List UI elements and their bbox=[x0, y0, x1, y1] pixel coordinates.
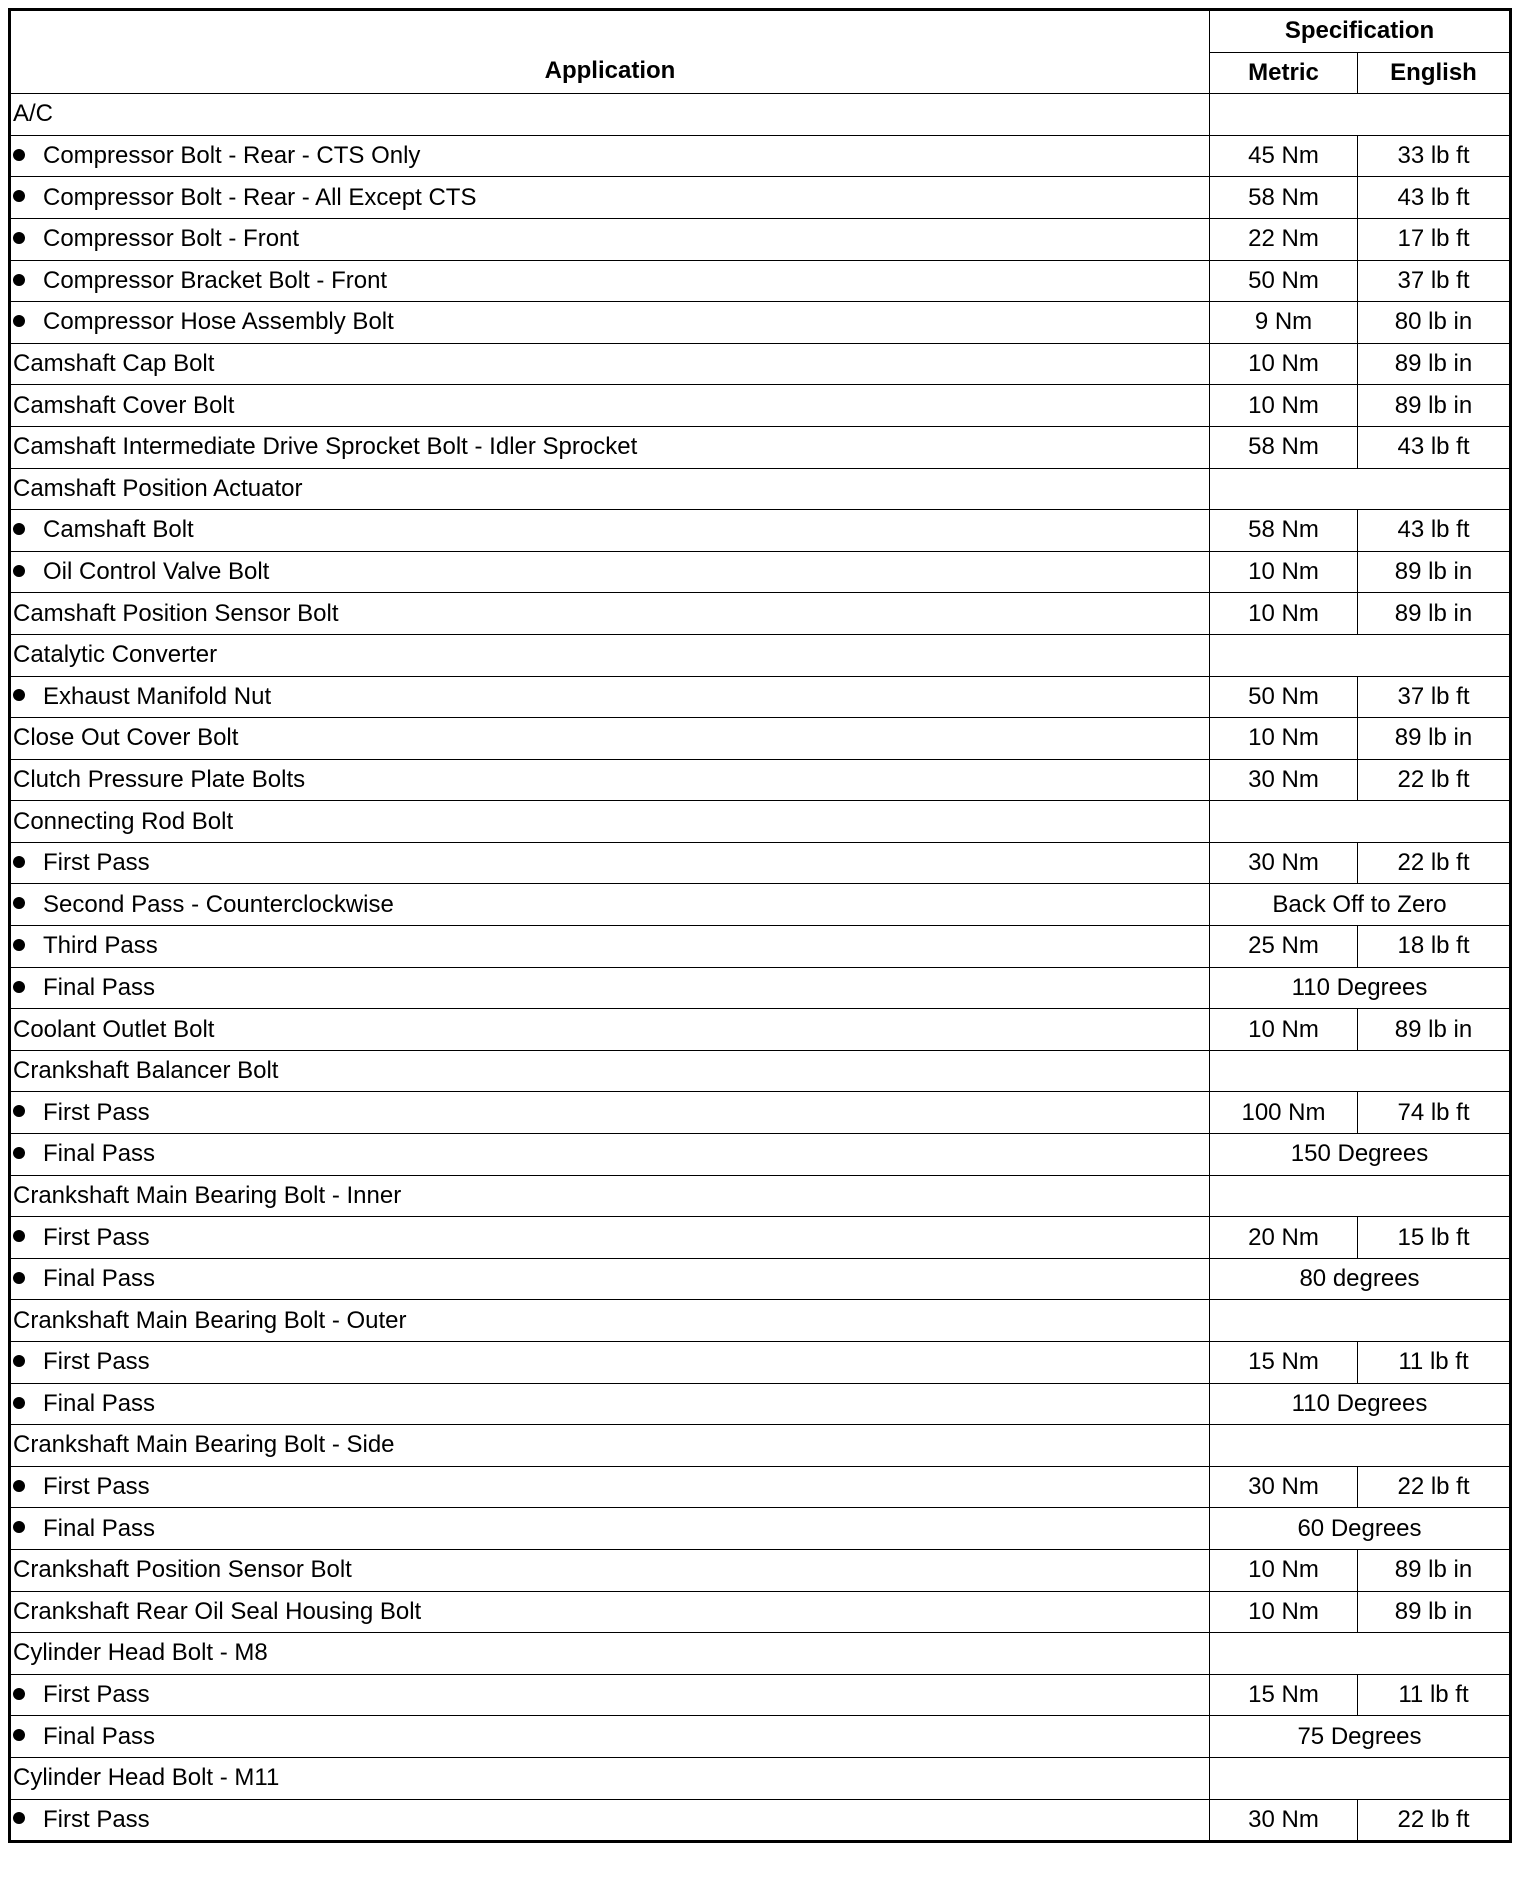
metric-value: 10 Nm bbox=[1210, 1009, 1358, 1051]
application-cell bbox=[10, 884, 1210, 926]
english-value: 80 lb in bbox=[1358, 302, 1511, 344]
category-label: Cylinder Head Bolt - M8 bbox=[10, 1633, 1210, 1675]
category-row bbox=[10, 1050, 1511, 1092]
bullet-icon bbox=[13, 856, 25, 868]
application-label: Second Pass - Counterclockwise bbox=[43, 890, 394, 918]
table-row bbox=[10, 926, 1511, 968]
table-row bbox=[10, 1383, 1511, 1425]
category-row bbox=[10, 1633, 1511, 1675]
application-label: Crankshaft Rear Oil Seal Housing Bolt bbox=[13, 1597, 422, 1625]
table-row bbox=[10, 1674, 1511, 1716]
bullet-icon bbox=[13, 1480, 25, 1492]
category-spacer bbox=[1210, 1175, 1511, 1217]
category-row bbox=[10, 1175, 1511, 1217]
english-value: 89 lb in bbox=[1358, 718, 1511, 760]
english-value: 22 lb ft bbox=[1358, 759, 1511, 801]
metric-value: 15 Nm bbox=[1210, 1342, 1358, 1384]
metric-value: 100 Nm bbox=[1210, 1092, 1358, 1134]
application-cell bbox=[10, 1508, 1210, 1550]
category-spacer bbox=[1210, 1300, 1511, 1342]
english-value: 43 lb ft bbox=[1358, 510, 1511, 552]
metric-value: 10 Nm bbox=[1210, 385, 1358, 427]
application-label: First Pass bbox=[43, 1098, 150, 1126]
metric-value: 10 Nm bbox=[1210, 1549, 1358, 1591]
table-row bbox=[10, 135, 1511, 177]
application-label: Final Pass bbox=[43, 1514, 156, 1542]
category-label: Crankshaft Balancer Bolt bbox=[10, 1050, 1210, 1092]
bullet-icon bbox=[13, 149, 25, 161]
specification-header: Specification bbox=[1210, 10, 1511, 53]
english-value: 74 lb ft bbox=[1358, 1092, 1511, 1134]
english-value: 89 lb in bbox=[1358, 593, 1511, 635]
table-row bbox=[10, 1549, 1511, 1591]
bullet-icon bbox=[13, 274, 25, 286]
application-label: Final Pass bbox=[43, 1389, 156, 1417]
bullet-icon bbox=[13, 315, 25, 327]
english-value: 37 lb ft bbox=[1358, 260, 1511, 302]
metric-value: 30 Nm bbox=[1210, 842, 1358, 884]
application-cell bbox=[10, 426, 1210, 468]
table-row bbox=[10, 426, 1511, 468]
metric-value: 30 Nm bbox=[1210, 759, 1358, 801]
metric-value: 25 Nm bbox=[1210, 926, 1358, 968]
application-cell bbox=[10, 1217, 1210, 1259]
english-value: 89 lb in bbox=[1358, 385, 1511, 427]
table-row bbox=[10, 1716, 1511, 1758]
table-row bbox=[10, 1342, 1511, 1384]
bullet-icon bbox=[13, 523, 25, 535]
english-value: 15 lb ft bbox=[1358, 1217, 1511, 1259]
application-cell bbox=[10, 510, 1210, 552]
application-cell bbox=[10, 1466, 1210, 1508]
table-row bbox=[10, 1799, 1511, 1842]
application-label: First Pass bbox=[43, 1223, 150, 1251]
english-value: 89 lb in bbox=[1358, 1591, 1511, 1633]
table-row bbox=[10, 1591, 1511, 1633]
application-cell bbox=[10, 135, 1210, 177]
application-cell bbox=[10, 926, 1210, 968]
application-label: Camshaft Position Sensor Bolt bbox=[13, 599, 339, 627]
category-spacer bbox=[1210, 94, 1511, 136]
category-label: A/C bbox=[10, 94, 1210, 136]
table-row bbox=[10, 177, 1511, 219]
bullet-icon bbox=[13, 981, 25, 993]
application-cell bbox=[10, 177, 1210, 219]
bullet-icon bbox=[13, 565, 25, 577]
metric-value: 10 Nm bbox=[1210, 718, 1358, 760]
application-cell bbox=[10, 1591, 1210, 1633]
application-label: Camshaft Cover Bolt bbox=[13, 391, 235, 419]
metric-value: 58 Nm bbox=[1210, 177, 1358, 219]
category-label: Crankshaft Main Bearing Bolt - Outer bbox=[10, 1300, 1210, 1342]
bullet-icon bbox=[13, 689, 25, 701]
category-label: Catalytic Converter bbox=[10, 634, 1210, 676]
application-cell bbox=[10, 1716, 1210, 1758]
table-row bbox=[10, 718, 1511, 760]
category-row bbox=[10, 801, 1511, 843]
header-row-top bbox=[10, 10, 1511, 53]
application-label: First Pass bbox=[43, 1473, 150, 1501]
application-cell bbox=[10, 1383, 1210, 1425]
application-cell bbox=[10, 593, 1210, 635]
table-row bbox=[10, 510, 1511, 552]
metric-value: 58 Nm bbox=[1210, 426, 1358, 468]
bullet-icon bbox=[13, 1147, 25, 1159]
metric-value: 30 Nm bbox=[1210, 1466, 1358, 1508]
table-row bbox=[10, 1009, 1511, 1051]
application-label: First Pass bbox=[43, 1805, 150, 1833]
application-label: Final Pass bbox=[43, 973, 156, 1001]
torque-spec-table bbox=[8, 8, 1512, 1843]
category-spacer bbox=[1210, 468, 1511, 510]
spec-value-cell: 150 Degrees bbox=[1210, 1134, 1511, 1176]
application-cell bbox=[10, 967, 1210, 1009]
application-label: First Pass bbox=[43, 1348, 150, 1376]
application-cell bbox=[10, 1134, 1210, 1176]
application-label: Oil Control Valve Bolt bbox=[43, 558, 270, 586]
category-row bbox=[10, 1425, 1511, 1467]
metric-header: Metric bbox=[1210, 52, 1358, 94]
table-body bbox=[10, 94, 1511, 1842]
table-row bbox=[10, 302, 1511, 344]
application-label: Final Pass bbox=[43, 1722, 156, 1750]
category-label: Cylinder Head Bolt - M11 bbox=[10, 1757, 1210, 1799]
english-value: 37 lb ft bbox=[1358, 676, 1511, 718]
table-row bbox=[10, 1258, 1511, 1300]
bullet-icon bbox=[13, 1105, 25, 1117]
category-row bbox=[10, 1300, 1511, 1342]
category-spacer bbox=[1210, 1757, 1511, 1799]
table-row bbox=[10, 218, 1511, 260]
application-label: First Pass bbox=[43, 849, 150, 877]
application-label: Compressor Bracket Bolt - Front bbox=[43, 266, 388, 294]
application-label: Crankshaft Position Sensor Bolt bbox=[13, 1556, 352, 1584]
metric-value: 9 Nm bbox=[1210, 302, 1358, 344]
application-cell bbox=[10, 676, 1210, 718]
english-value: 33 lb ft bbox=[1358, 135, 1511, 177]
application-label: Final Pass bbox=[43, 1265, 156, 1293]
spec-value-cell: 80 degrees bbox=[1210, 1258, 1511, 1300]
application-label: Camshaft Intermediate Drive Sprocket Bolt - Idler Sprocket bbox=[13, 433, 638, 461]
application-cell bbox=[10, 759, 1210, 801]
application-cell bbox=[10, 385, 1210, 427]
metric-value: 10 Nm bbox=[1210, 1591, 1358, 1633]
application-label: Compressor Bolt - Front bbox=[43, 225, 300, 253]
bullet-icon bbox=[13, 1230, 25, 1242]
table-row bbox=[10, 884, 1511, 926]
category-row bbox=[10, 634, 1511, 676]
application-cell bbox=[10, 842, 1210, 884]
application-label: Close Out Cover Bolt bbox=[13, 724, 239, 752]
application-label: Compressor Hose Assembly Bolt bbox=[43, 308, 394, 336]
category-label: Camshaft Position Actuator bbox=[10, 468, 1210, 510]
metric-value: 58 Nm bbox=[1210, 510, 1358, 552]
table-row bbox=[10, 1508, 1511, 1550]
application-header: Application bbox=[10, 10, 1210, 94]
bullet-icon bbox=[13, 897, 25, 909]
table-row bbox=[10, 1092, 1511, 1134]
spec-value-cell: Back Off to Zero bbox=[1210, 884, 1511, 926]
spec-value-cell: 75 Degrees bbox=[1210, 1716, 1511, 1758]
table-row bbox=[10, 676, 1511, 718]
application-cell bbox=[10, 218, 1210, 260]
english-value: 18 lb ft bbox=[1358, 926, 1511, 968]
english-value: 22 lb ft bbox=[1358, 1799, 1511, 1842]
bullet-icon bbox=[13, 232, 25, 244]
application-label: Exhaust Manifold Nut bbox=[43, 682, 272, 710]
bullet-icon bbox=[13, 1397, 25, 1409]
application-label: First Pass bbox=[43, 1681, 150, 1709]
category-row bbox=[10, 1757, 1511, 1799]
category-spacer bbox=[1210, 1633, 1511, 1675]
category-spacer bbox=[1210, 634, 1511, 676]
metric-value: 45 Nm bbox=[1210, 135, 1358, 177]
table-row bbox=[10, 1134, 1511, 1176]
bullet-icon bbox=[13, 190, 25, 202]
application-cell bbox=[10, 551, 1210, 593]
metric-value: 20 Nm bbox=[1210, 1217, 1358, 1259]
application-label: Camshaft Bolt bbox=[43, 516, 194, 544]
category-row bbox=[10, 94, 1511, 136]
metric-value: 30 Nm bbox=[1210, 1799, 1358, 1842]
category-spacer bbox=[1210, 801, 1511, 843]
category-row bbox=[10, 468, 1511, 510]
application-cell bbox=[10, 1258, 1210, 1300]
spec-value-cell: 110 Degrees bbox=[1210, 967, 1511, 1009]
table-row bbox=[10, 260, 1511, 302]
english-value: 89 lb in bbox=[1358, 1009, 1511, 1051]
application-cell bbox=[10, 1092, 1210, 1134]
english-value: 11 lb ft bbox=[1358, 1342, 1511, 1384]
category-spacer bbox=[1210, 1050, 1511, 1092]
metric-value: 10 Nm bbox=[1210, 593, 1358, 635]
metric-value: 22 Nm bbox=[1210, 218, 1358, 260]
table-row bbox=[10, 759, 1511, 801]
application-label: Third Pass bbox=[43, 932, 158, 960]
bullet-icon bbox=[13, 939, 25, 951]
english-value: 11 lb ft bbox=[1358, 1674, 1511, 1716]
bullet-icon bbox=[13, 1521, 25, 1533]
metric-value: 10 Nm bbox=[1210, 343, 1358, 385]
english-value: 22 lb ft bbox=[1358, 1466, 1511, 1508]
english-value: 17 lb ft bbox=[1358, 218, 1511, 260]
category-label: Connecting Rod Bolt bbox=[10, 801, 1210, 843]
application-label: Final Pass bbox=[43, 1140, 156, 1168]
spec-value-cell: 110 Degrees bbox=[1210, 1383, 1511, 1425]
application-label: Compressor Bolt - Rear - All Except CTS bbox=[43, 183, 477, 211]
application-cell bbox=[10, 1342, 1210, 1384]
bullet-icon bbox=[13, 1272, 25, 1284]
application-cell bbox=[10, 1799, 1210, 1842]
application-cell bbox=[10, 260, 1210, 302]
table-row bbox=[10, 967, 1511, 1009]
english-value: 89 lb in bbox=[1358, 1549, 1511, 1591]
application-cell bbox=[10, 1009, 1210, 1051]
metric-value: 15 Nm bbox=[1210, 1674, 1358, 1716]
bullet-icon bbox=[13, 1355, 25, 1367]
bullet-icon bbox=[13, 1688, 25, 1700]
english-value: 22 lb ft bbox=[1358, 842, 1511, 884]
table-row bbox=[10, 385, 1511, 427]
english-value: 43 lb ft bbox=[1358, 177, 1511, 219]
metric-value: 10 Nm bbox=[1210, 551, 1358, 593]
english-value: 89 lb in bbox=[1358, 343, 1511, 385]
application-cell bbox=[10, 1549, 1210, 1591]
table-row bbox=[10, 593, 1511, 635]
bullet-icon bbox=[13, 1812, 25, 1824]
english-header: English bbox=[1358, 52, 1511, 94]
application-cell bbox=[10, 718, 1210, 760]
category-label: Crankshaft Main Bearing Bolt - Side bbox=[10, 1425, 1210, 1467]
application-label: Camshaft Cap Bolt bbox=[13, 350, 215, 378]
bullet-icon bbox=[13, 1729, 25, 1741]
category-spacer bbox=[1210, 1425, 1511, 1467]
table-row bbox=[10, 1466, 1511, 1508]
table-row bbox=[10, 1217, 1511, 1259]
category-label: Crankshaft Main Bearing Bolt - Inner bbox=[10, 1175, 1210, 1217]
application-cell bbox=[10, 1674, 1210, 1716]
table-header bbox=[10, 10, 1511, 94]
table-row bbox=[10, 842, 1511, 884]
application-cell bbox=[10, 343, 1210, 385]
spec-value-cell: 60 Degrees bbox=[1210, 1508, 1511, 1550]
table-row bbox=[10, 343, 1511, 385]
application-label: Clutch Pressure Plate Bolts bbox=[13, 765, 306, 793]
application-cell bbox=[10, 302, 1210, 344]
english-value: 43 lb ft bbox=[1358, 426, 1511, 468]
metric-value: 50 Nm bbox=[1210, 676, 1358, 718]
metric-value: 50 Nm bbox=[1210, 260, 1358, 302]
application-label: Compressor Bolt - Rear - CTS Only bbox=[43, 142, 421, 170]
english-value: 89 lb in bbox=[1358, 551, 1511, 593]
application-label: Coolant Outlet Bolt bbox=[13, 1015, 215, 1043]
table-row bbox=[10, 551, 1511, 593]
